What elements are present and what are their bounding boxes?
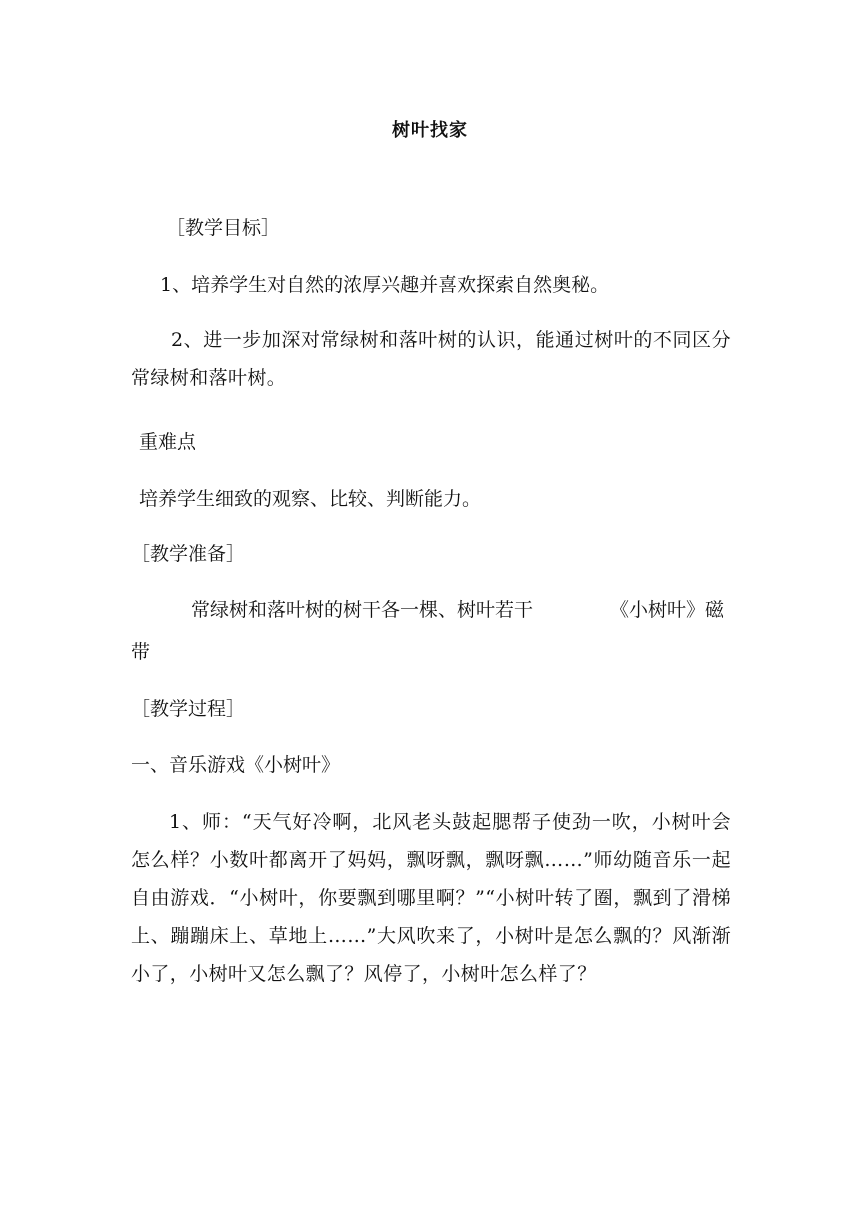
process-item-1: 1、师：“天气好冷啊，北风老头鼓起腮帮子使劲一吹，小树叶会怎么样？小数叶都离开了妈妈，飘呀飘，飘呀飘……”师幼随音乐一起自由游戏．“小树叶，你要飘到哪里啊？”“小树叶转了圈，飘到了滑梯上、蹦蹦床上、草地上……”大风吹来了，小树叶是怎么飘的？风渐渐小了，小树叶又怎么飘了？风停了，小树叶怎么样了？ xyxy=(131,811,731,985)
process-part-1: 一、音乐游戏《小树叶》 xyxy=(131,754,341,776)
document-title: 树叶找家 xyxy=(392,120,468,141)
prep-text-tape-end: 带 xyxy=(131,641,151,663)
prep-text-tape: 《小树叶》磁 xyxy=(610,599,725,621)
keypoints-heading: 重难点 xyxy=(139,431,197,453)
goal-item-1: 1、培养学生对自然的浓厚兴趣并喜欢探索自然奥秘。 xyxy=(160,274,610,296)
process-heading: ［教学过程］ xyxy=(131,698,246,720)
keypoints-text: 培养学生细致的观察、比较、判断能力。 xyxy=(139,488,482,510)
goal-item-2: 2、进一步加深对常绿树和落叶树的认识，能通过树叶的不同区分常绿树和落叶树。 xyxy=(131,329,731,389)
prep-text-materials: 常绿树和落叶树的树干各一棵、树叶若干 xyxy=(191,599,534,621)
prep-heading: ［教学准备］ xyxy=(131,543,246,565)
goals-heading: ［教学目标］ xyxy=(166,217,281,239)
